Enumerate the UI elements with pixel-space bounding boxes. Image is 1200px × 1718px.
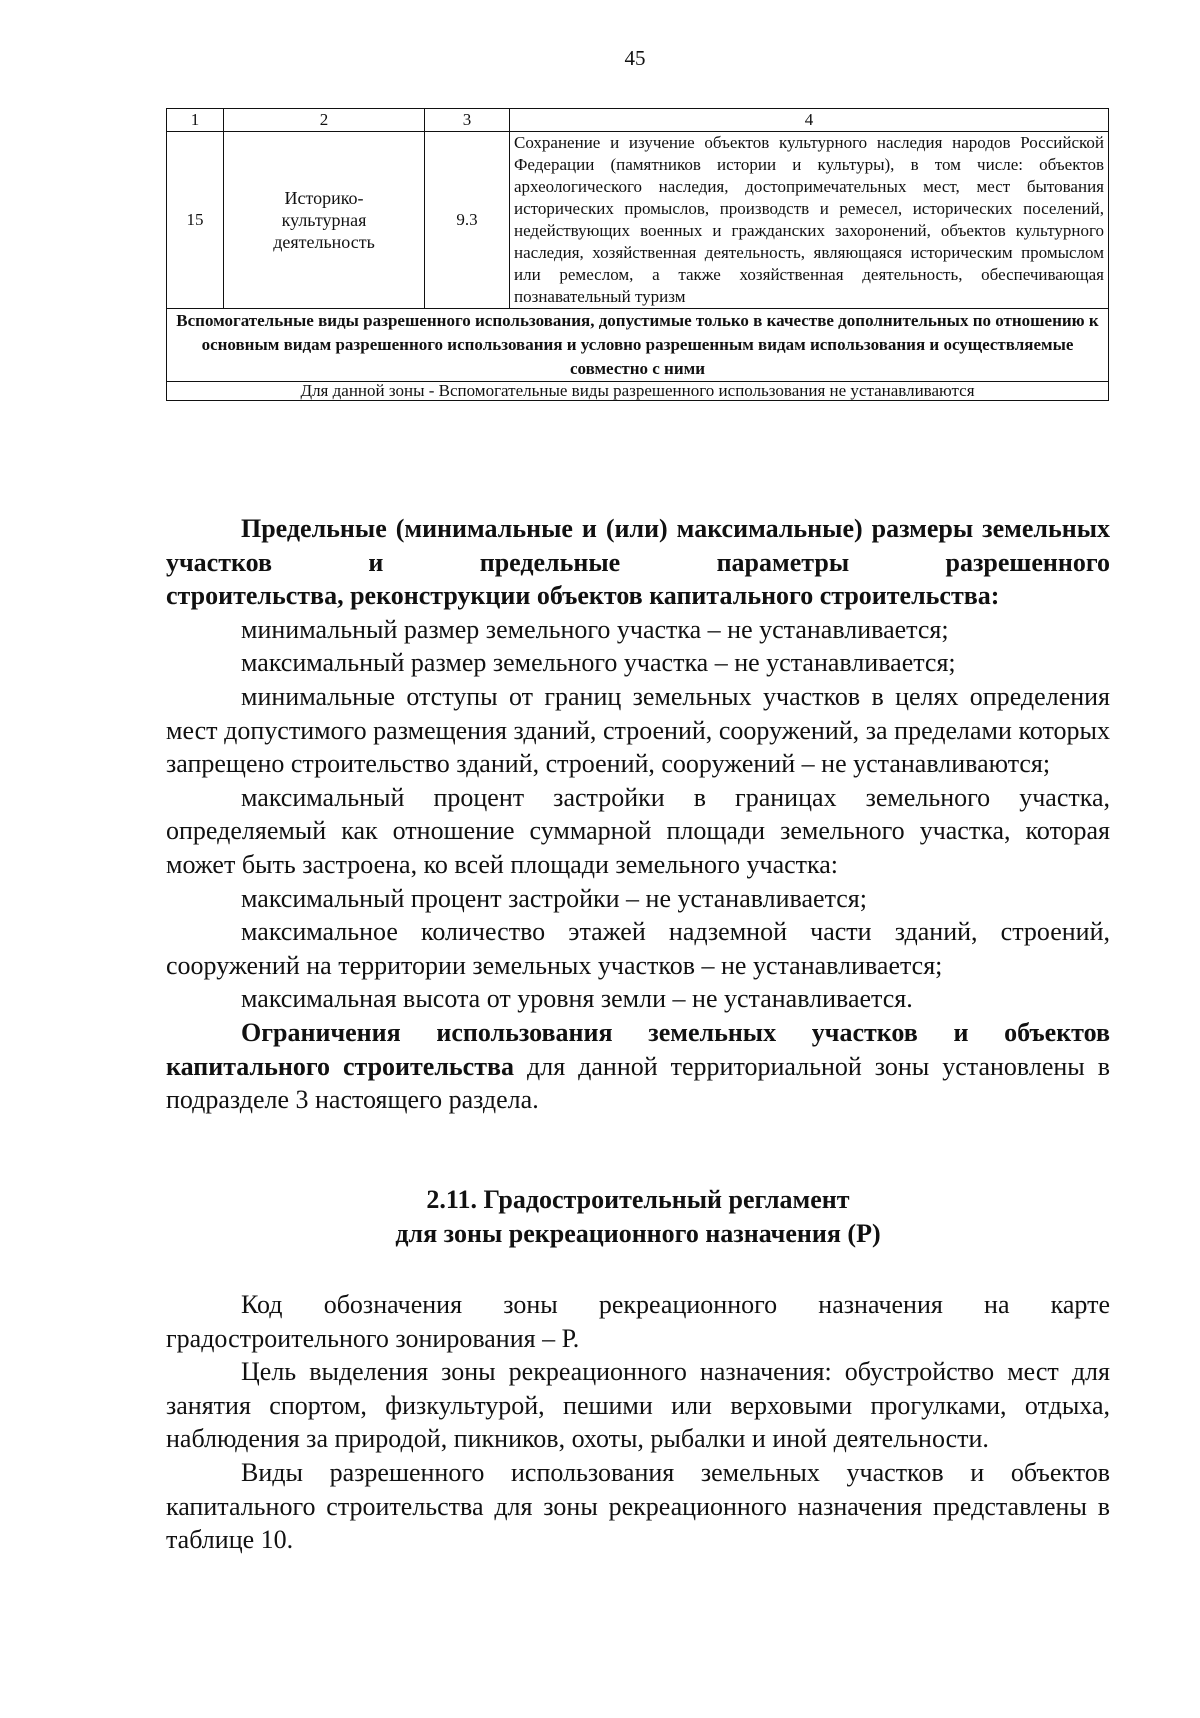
limits-heading-line2: строительства, реконструкции объектов капитального строительства:	[166, 581, 1000, 611]
limits-section	[166, 512, 1110, 1117]
height-text: максимальная высота от уровня земли – не устанавливается.	[241, 984, 913, 1014]
section-title-line1: 2.11. Градостроительный регламент	[426, 1185, 850, 1214]
row-use-name: Историко-культурная деятельность	[224, 132, 425, 309]
header-col-3: 3	[425, 109, 510, 132]
zone-code-paragraph: Код обозначения зоны рекреационного назначения на карте градостроительного зонирования – Р.	[166, 1290, 1110, 1353]
table-row	[167, 132, 1109, 309]
row-use-code: 9.3	[425, 132, 510, 309]
zone-purpose-paragraph: Цель выделения зоны рекреационного назначения: обустройство мест для занятия спортом, физкультурой, пешими или верховыми прогулками, отдыха, наблюдения за природой, пикников, охоты, рыбалки и иной деятельности.	[166, 1357, 1110, 1454]
zone-types-paragraph: Виды разрешенного использования земельных участков и объектов капитального строительства для зоны рекреационного назначения представлены в таблице 10.	[166, 1457, 1110, 1555]
min-size-text: минимальный размер земельного участка – не устанавливается;	[241, 614, 949, 644]
section-title-line2: для зоны рекреационного назначения (Р)	[395, 1219, 881, 1248]
max-size-text: максимальный размер земельного участка – не устанавливается;	[241, 648, 956, 678]
floors-text: максимальное количество этажей надземной части зданий, строений, сооружений на территории земельных участков – не устанавливается;	[166, 917, 1110, 980]
recreation-zone-text	[166, 1288, 1110, 1557]
coverage-text: максимальный процент застройки – не устанавливается;	[241, 883, 867, 913]
coverage-definition-text: максимальный процент застройки в границах земельного участка, определяемый как отношение суммарной площади земельного участка, которая может быть застроена, ко всей площади земельного участка:	[166, 782, 1110, 879]
table-header-row	[167, 109, 1109, 132]
header-col-4: 4	[510, 109, 1109, 132]
restrictions-bold: Ограничения использования земельных участков и объектов капитального строительства	[166, 1017, 1110, 1081]
restrictions-rest: для данной территориальной зоны установлены в подразделе 3 настоящего раздела.	[166, 1051, 1110, 1115]
restrictions-text	[166, 1016, 1110, 1117]
setbacks-text: минимальные отступы от границ земельных участков в целях определения мест допустимого размещения зданий, строений, сооружений, за пределами которых запрещено строительство зданий, строений, сооружений – не устанавливаются;	[166, 681, 1110, 779]
row-number: 15	[167, 132, 224, 309]
header-col-1: 1	[167, 109, 224, 132]
row-description: Сохранение и изучение объектов культурного наследия народов Российской Федерации (памятников истории и культуры), в том числе: объектов археологического наследия, достопримечательных мест, мест бытования исторических промыслов, производств и ремесел, исторических поселений, недействующих военных и гражданских захоронений, объектов культурного наследия, хозяйственная деятельность, являющаяся историческим промыслом или ремеслом, а также хозяйственная деятельность, обеспечивающая познавательный туризм	[510, 132, 1109, 309]
auxiliary-uses-header: Вспомогательные виды разрешенного использования, допустимые только в качестве дополнительных по отношению к основным видам разрешенного использования и условно разрешенным видам использования и осуществляемые совместно с ними	[167, 309, 1109, 382]
page-number: 45	[624, 46, 646, 70]
header-col-2: 2	[224, 109, 425, 132]
land-use-table	[166, 108, 1109, 401]
auxiliary-header-row	[167, 309, 1109, 382]
auxiliary-uses-note: Для данной зоны - Вспомогательные виды разрешенного использования не устанавливаются	[167, 382, 1109, 401]
section-title	[166, 1183, 1110, 1251]
limits-heading-line1: Предельные (минимальные и (или) максимальные) размеры земельных участков и предельные параметры разрешенного	[166, 514, 1110, 577]
auxiliary-note-row	[167, 382, 1109, 401]
